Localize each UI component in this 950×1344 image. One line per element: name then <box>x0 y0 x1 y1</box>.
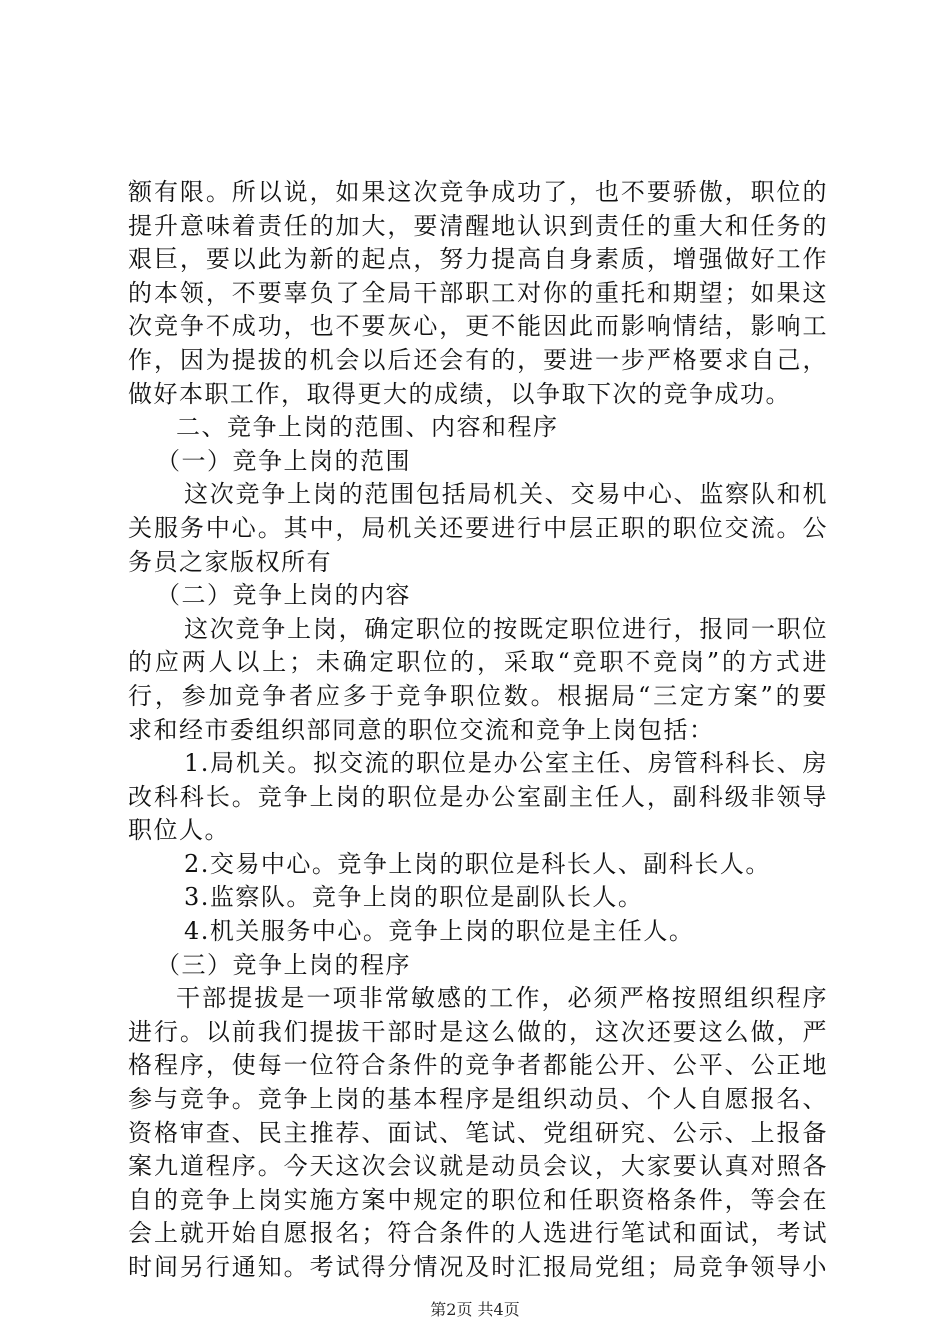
text-line: 这次竞争上岗的范围包括局机关、交易中心、监察队和机 <box>184 480 828 509</box>
text-line: 作，因为提拔的机会以后还会有的，要进一步严格要求自己， <box>128 345 828 374</box>
text-line: 格程序，使每一位符合条件的竞争者都能公开、公平、公正地 <box>128 1051 828 1080</box>
text-line: 关服务中心。其中，局机关还要进行中层正职的职位交流。公 <box>128 513 828 542</box>
text-line: 参与竞争。竞争上岗的基本程序是组织动员、个人自愿报名、 <box>128 1085 828 1114</box>
subsection-heading: （一）竞争上岗的范围 <box>156 446 411 475</box>
list-item: 2.交易中心。竞争上岗的职位是科长人、副科长人。 <box>184 849 771 878</box>
text-line: 的应两人以上；未确定职位的，采取“竞职不竞岗”的方式进 <box>128 648 828 677</box>
text-line: 干部提拔是一项非常敏感的工作，必须严格按照组织程序 <box>176 984 828 1013</box>
text-line: 资格审查、民主推荐、面试、笔试、党组研究、公示、上报备 <box>128 1118 828 1147</box>
text-line: 进行。以前我们提拔干部时是这么做的，这次还要这么做，严 <box>128 1017 828 1046</box>
text-line: 行，参加竞争者应多于竞争职位数。根据局“三定方案”的要 <box>128 681 828 710</box>
text-line: 次竞争不成功，也不要灰心，更不能因此而影响情结，影响工 <box>128 312 828 341</box>
list-item: 4.机关服务中心。竞争上岗的职位是主任人。 <box>184 917 695 946</box>
list-item: 3.监察队。竞争上岗的职位是副队长人。 <box>184 883 644 912</box>
text-line: 职位人。 <box>128 816 230 845</box>
section-heading: 二、竞争上岗的范围、内容和程序 <box>176 413 559 442</box>
page-number-footer: 第2页 共4页 <box>430 1300 520 1319</box>
list-item: 1.局机关。拟交流的职位是办公室主任、房管科科长、房 <box>184 749 828 778</box>
text-line: 的本领，不要辜负了全局干部职工对你的重托和期望；如果这 <box>128 278 828 307</box>
text-line: 务员之家版权所有 <box>128 547 332 576</box>
text-line: 这次竞争上岗，确定职位的按既定职位进行，报同一职位 <box>184 614 828 643</box>
text-line: 艰巨，要以此为新的起点，努力提高自身素质，增强做好工作 <box>128 245 828 274</box>
document-body <box>128 176 828 1285</box>
text-line: 额有限。所以说，如果这次竞争成功了，也不要骄傲，职位的 <box>128 178 828 206</box>
text-line: 做好本职工作，取得更大的成绩，以争取下次的竞争成功。 <box>128 379 791 408</box>
text-line: 求和经市委组织部同意的职位交流和竞争上岗包括： <box>128 715 715 744</box>
text-line: 提升意味着责任的加大，要清醒地认识到责任的重大和任务的 <box>128 211 828 240</box>
text-line: 会上就开始自愿报名；符合条件的人选进行笔试和面试，考试 <box>128 1219 828 1248</box>
text-line: 自的竞争上岗实施方案中规定的职位和任职资格条件，等会在 <box>128 1185 828 1214</box>
text-line: 改科科长。竞争上岗的职位是办公室副主任人，副科级非领导 <box>128 782 828 811</box>
subsection-heading: （二）竞争上岗的内容 <box>156 581 411 610</box>
text-line: 案九道程序。今天这次会议就是动员会议，大家要认真对照各 <box>128 1152 828 1181</box>
subsection-heading: （三）竞争上岗的程序 <box>156 950 411 979</box>
text-line: 时间另行通知。考试得分情况及时汇报局党组；局竞争领导小 <box>128 1253 828 1281</box>
